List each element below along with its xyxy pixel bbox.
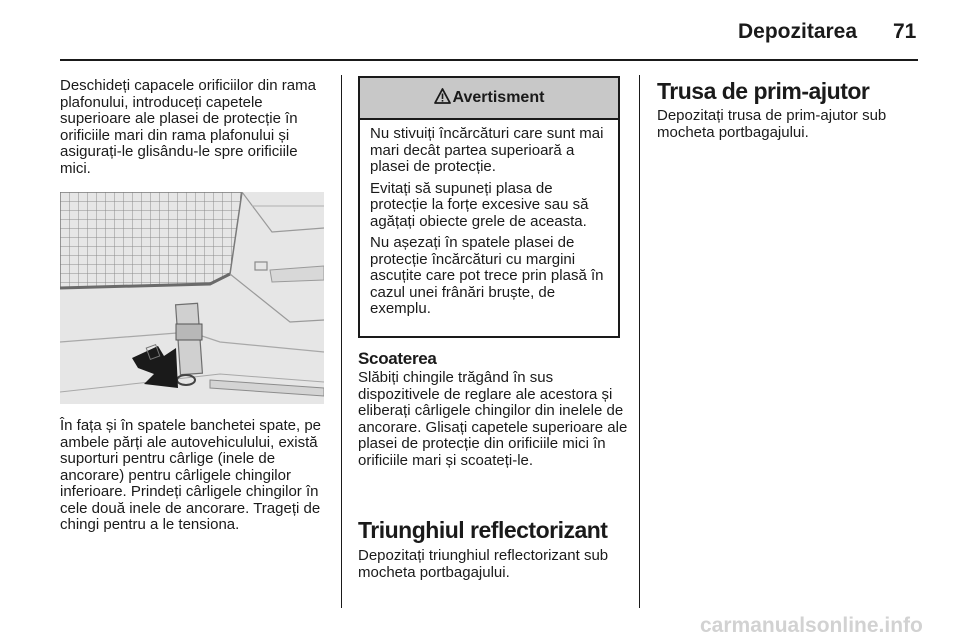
warning-paragraph-2: Evitați să supuneți plasa de protecție la forțe excesive sau să agățați obiecte grele de aceasta. [370,179,589,230]
cargo-net [60,192,242,288]
illustration-svg [60,192,324,404]
warning-paragraph-3: Nu așezați în spatele plasei de protecție încărcături cu margini ascuțite care pot trece prin plasă în cazul unei frânări bruște, de exemplu. [370,234,604,317]
warning-box [358,76,620,338]
section-heading-scoaterea: Scoaterea [358,349,437,368]
cargo-net-anchor-illustration [60,192,324,404]
warning-header [360,78,618,120]
warning-paragraph-1: Nu stivuiți încărcături care sunt mai mari decât partea superioară a plasei de protecție. [370,125,604,175]
page-title: Depozitarea [738,20,858,43]
column-divider-left [341,75,342,608]
section-heading-trusa: Trusa de prim-ajutor [657,78,870,104]
watermark-text: carmanualsonline.info [700,614,923,637]
section-heading-triunghiul: Triunghiul reflectorizant [358,517,608,543]
right-paragraph: Depozitați trusa de prim-ajutor sub mocheta portbagajului. [657,107,887,141]
left-paragraph-1: Deschideți capacele orificiilor din rama plafonului, introduceți capetele superioare ale plasei de protecție în orificiile mari din rama plafonului și asigurați-le glisându-le spre orificiile mici. [60,77,316,177]
warning-title: Avertisment [452,89,545,106]
column-divider-right [639,75,640,608]
page-number: 71 [893,20,917,43]
warning-triangle-icon [434,88,451,109]
middle-paragraph-1: Slăbiți chingile trăgând în sus dispozitivele de reglare ale acestora și eliberați cârligele chingilor din inelele de ancorare. Glisați capetele superioare ale plasei de protecție din orificiile mici în orificiile mari și scoateți-le. [358,369,628,469]
left-paragraph-2: În fața și în spatele banchetei spate, pe ambele părți ale autovehiculului, există suporturi pentru cârlige (inele de ancorare) pentru cârligele chingilor inferioare. Prindeți cârligele chingilor în cele două inele de ancorare. Trageți de chingi pentru a le tensiona. [60,417,322,533]
middle-paragraph-2: Depozitați triunghiul reflectorizant sub mocheta portbagajului. [358,547,609,581]
header-divider [60,59,918,61]
